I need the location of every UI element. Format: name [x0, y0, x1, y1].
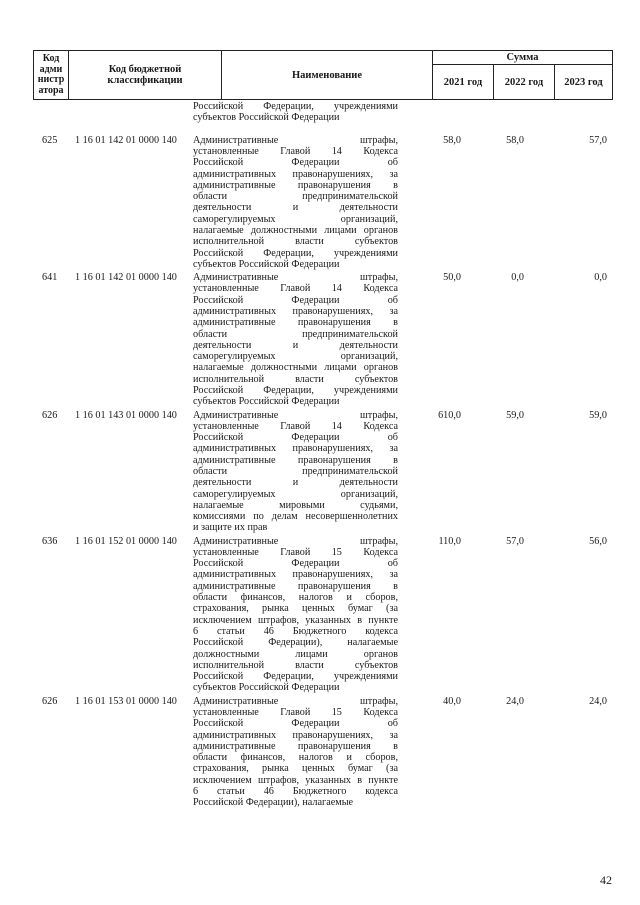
name-line: деятельности и деятельности — [193, 339, 398, 351]
row-name — [193, 272, 398, 408]
row-value-2: 57,0 — [506, 535, 524, 547]
header-name: Наименование — [222, 51, 433, 99]
row-name — [193, 536, 398, 694]
name-line: Российской Федерации об — [193, 558, 398, 570]
row-admin-code: 626 — [42, 695, 58, 707]
name-line: налагаемые мировыми судьями, — [193, 499, 398, 511]
name-line: административных правонарушениях, за — [193, 305, 398, 317]
row-name — [193, 696, 398, 809]
name-line: должностными лицами органов — [193, 648, 398, 660]
row-value-2: 58,0 — [506, 134, 524, 146]
name-line: деятельности и деятельности — [193, 202, 398, 214]
name-line: Российской Федерации, учреждениями — [193, 385, 398, 397]
header-year-2023: 2023 год — [564, 76, 603, 88]
name-line: области предпринимательской — [193, 191, 398, 203]
row-value-1: 50,0 — [443, 272, 461, 284]
name-line: области предпринимательской — [193, 465, 398, 477]
header-admin-code: Код адми нистр атора — [34, 51, 69, 99]
name-line: административных правонарушениях, за — [193, 168, 398, 180]
name-line: административных правонарушениях, за — [193, 443, 398, 455]
header-sum: Сумма — [433, 51, 612, 65]
page-number: 42 — [600, 873, 612, 887]
name-line: области финансов, налогов и сборов, — [193, 592, 398, 604]
table-header — [33, 50, 613, 100]
row-kbk: 1 16 01 142 01 0000 140 — [75, 272, 177, 284]
name-line: субъектов Российской Федерации — [193, 396, 340, 408]
row-name — [193, 410, 398, 534]
name-line: Административные штрафы, — [193, 409, 398, 421]
name-line: Российской Федерации об — [193, 294, 398, 306]
row-value-2: 0,0 — [511, 272, 524, 284]
name-line: Российской Федерации, учреждениями — [193, 247, 398, 259]
name-line: налагаемые должностными лицами органов — [193, 362, 398, 374]
name-line: Административные штрафы, — [193, 272, 398, 284]
name-line: исключением штрафов, указанных в пункте — [193, 774, 398, 786]
name-line: субъектов Российской Федерации — [193, 258, 340, 270]
row-name — [193, 101, 398, 124]
name-line: Российской Федерации об — [193, 718, 398, 730]
header-kbk: Код бюджетной классификации — [69, 51, 222, 99]
row-value-3: 57,0 — [589, 134, 607, 146]
name-line: Российской Федерации об — [193, 432, 398, 444]
row-value-3: 59,0 — [589, 409, 607, 421]
name-line: 6 статьи 46 Бюджетного кодекса — [193, 625, 398, 637]
name-line: установленные Главой 14 Кодекса — [193, 283, 398, 295]
name-line: административных правонарушениях, за — [193, 729, 398, 741]
row-value-2: 24,0 — [506, 695, 524, 707]
name-line: установленные Главой 14 Кодекса — [193, 145, 398, 157]
name-line: административные правонарушения в — [193, 317, 398, 329]
row-admin-code: 625 — [42, 134, 58, 146]
name-line: и защите их прав — [193, 522, 268, 534]
name-line: административные правонарушения в — [193, 454, 398, 466]
row-admin-code: 626 — [42, 409, 58, 421]
row-value-2: 59,0 — [506, 409, 524, 421]
name-line: области финансов, налогов и сборов, — [193, 752, 398, 764]
header-year-2021: 2021 год — [433, 65, 494, 99]
row-value-1: 110,0 — [438, 535, 461, 547]
row-kbk: 1 16 01 152 01 0000 140 — [75, 535, 177, 547]
row-name — [193, 135, 398, 271]
name-line: административных правонарушениях, за — [193, 569, 398, 581]
row-value-1: 58,0 — [443, 134, 461, 146]
row-value-1: 40,0 — [443, 695, 461, 707]
name-line: саморегулируемых организаций, — [193, 351, 398, 363]
row-kbk: 1 16 01 143 01 0000 140 — [75, 409, 177, 421]
name-line: установленные Главой 15 Кодекса — [193, 546, 398, 558]
name-line: установленные Главой 15 Кодекса — [193, 706, 398, 718]
name-line: Российской Федерации об — [193, 157, 398, 169]
name-line: комиссиями по делам несовершеннолетних — [193, 511, 398, 523]
row-value-3: 0,0 — [594, 272, 607, 284]
row-value-3: 56,0 — [589, 535, 607, 547]
name-line: установленные Главой 14 Кодекса — [193, 420, 398, 432]
name-line: деятельности и деятельности — [193, 477, 398, 489]
name-line: исключением штрафов, указанных в пункте — [193, 614, 398, 626]
row-value-1: 610,0 — [438, 409, 461, 421]
name-line: субъектов Российской Федерации — [193, 682, 340, 694]
name-line: налагаемые должностными лицами органов — [193, 225, 398, 237]
name-line: Российской Федерации, учреждениями — [193, 101, 398, 112]
row-admin-code: 636 — [42, 535, 58, 547]
name-line: саморегулируемых организаций, — [193, 488, 398, 500]
name-line: Административные штрафы, — [193, 134, 398, 146]
name-line: субъектов Российской Федерации — [193, 112, 340, 124]
name-line: страхования, рынка ценных бумаг (за — [193, 603, 398, 615]
name-line: Российской Федерации), налагаемые — [193, 797, 354, 809]
row-admin-code: 641 — [42, 272, 58, 284]
header-year-2022: 2022 год — [494, 65, 555, 99]
name-line: административные правонарушения в — [193, 179, 398, 191]
name-line: административные правонарушения в — [193, 580, 398, 592]
name-line: страхования, рынка ценных бумаг (за — [193, 763, 398, 775]
name-line: области предпринимательской — [193, 328, 398, 340]
name-line: исполнительной власти субъектов — [193, 373, 398, 385]
row-value-3: 24,0 — [589, 695, 607, 707]
name-line: исполнительной власти субъектов — [193, 659, 398, 671]
name-line: исполнительной власти субъектов — [193, 236, 398, 248]
row-kbk: 1 16 01 142 01 0000 140 — [75, 134, 177, 146]
name-line: административные правонарушения в — [193, 740, 398, 752]
name-line: саморегулируемых организаций, — [193, 213, 398, 225]
name-line: Российской Федерации, учреждениями — [193, 671, 398, 683]
name-line: Российской Федерации), налагаемые — [193, 637, 398, 649]
name-line: 6 статьи 46 Бюджетного кодекса — [193, 786, 398, 798]
row-kbk: 1 16 01 153 01 0000 140 — [75, 695, 177, 707]
name-line: Административные штрафы, — [193, 695, 398, 707]
name-line: Административные штрафы, — [193, 535, 398, 547]
